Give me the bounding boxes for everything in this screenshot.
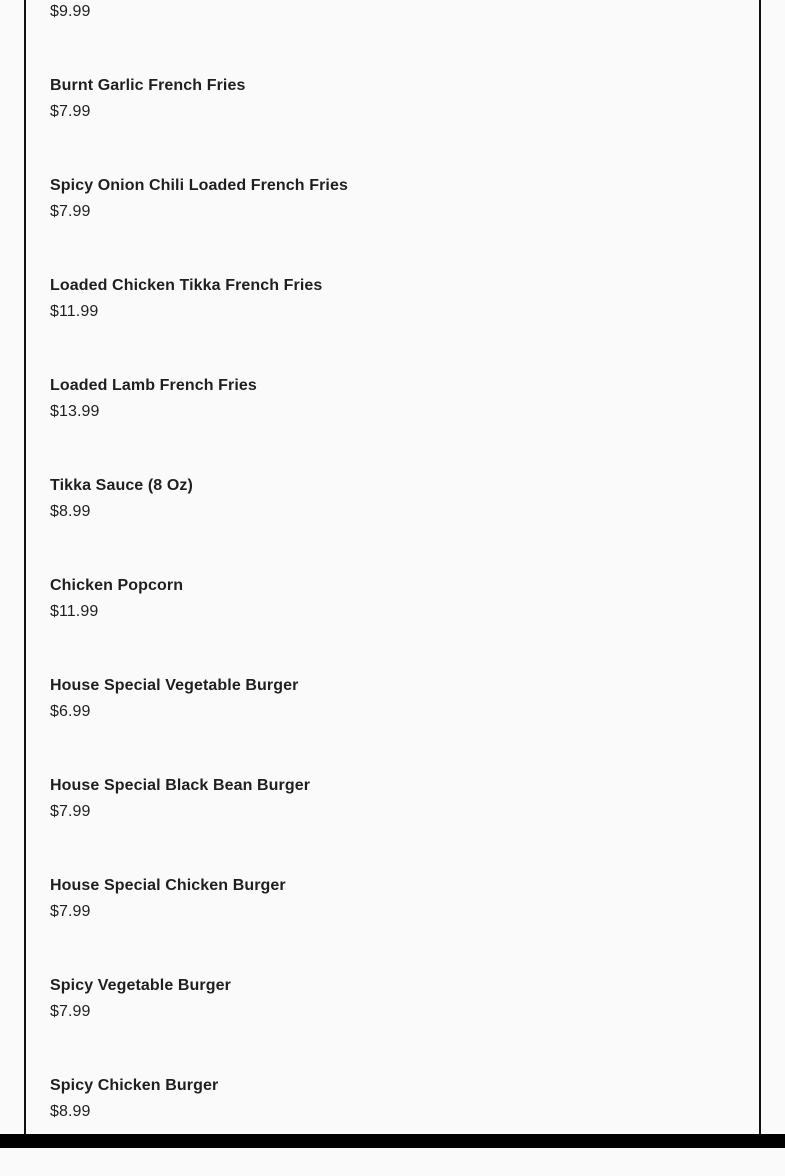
menu-item[interactable]	[50, 976, 348, 1076]
item-name: Spicy Onion Chili Loaded French Fries	[50, 177, 348, 194]
menu-item[interactable]	[50, 376, 348, 476]
item-price: $7.99	[50, 203, 91, 220]
item-name: House Special Black Bean Burger	[50, 777, 311, 794]
menu-panel	[24, 0, 761, 1134]
item-name: Loaded Chicken Tikka French Fries	[50, 277, 323, 294]
menu-item[interactable]	[50, 1076, 348, 1176]
menu-item[interactable]	[50, 876, 348, 976]
item-price: $11.99	[50, 603, 99, 620]
menu-item[interactable]	[50, 676, 348, 776]
menu-item[interactable]	[50, 276, 348, 376]
item-name: Loaded Lamb French Fries	[50, 377, 257, 394]
item-price: $6.99	[50, 703, 91, 720]
item-price: $7.99	[50, 803, 91, 820]
item-name: Tikka Sauce (8 Oz)	[50, 477, 193, 494]
item-price: $8.99	[50, 1103, 91, 1120]
item-price: $11.99	[50, 303, 99, 320]
menu-item[interactable]	[50, 76, 348, 176]
item-price: $7.99	[50, 903, 91, 920]
menu-item[interactable]	[50, 776, 348, 876]
menu-item[interactable]	[50, 476, 348, 576]
menu-item[interactable]	[50, 576, 348, 676]
item-name: House Special Chicken Burger	[50, 877, 286, 894]
bottom-bar	[0, 1134, 785, 1148]
item-name: Spicy Chicken Burger	[50, 1077, 219, 1094]
item-name: Burnt Garlic French Fries	[50, 77, 246, 94]
menu-item-list	[50, 76, 348, 1176]
menu-item[interactable]	[50, 176, 348, 276]
item-price: $13.99	[50, 403, 100, 420]
item-name: House Special Vegetable Burger	[50, 677, 299, 694]
item-price: $9.99	[50, 3, 91, 20]
item-name: Spicy Vegetable Burger	[50, 977, 231, 994]
item-price: $8.99	[50, 503, 91, 520]
item-name: Chicken Popcorn	[50, 577, 184, 594]
item-price: $7.99	[50, 1003, 91, 1020]
item-price: $7.99	[50, 103, 91, 120]
